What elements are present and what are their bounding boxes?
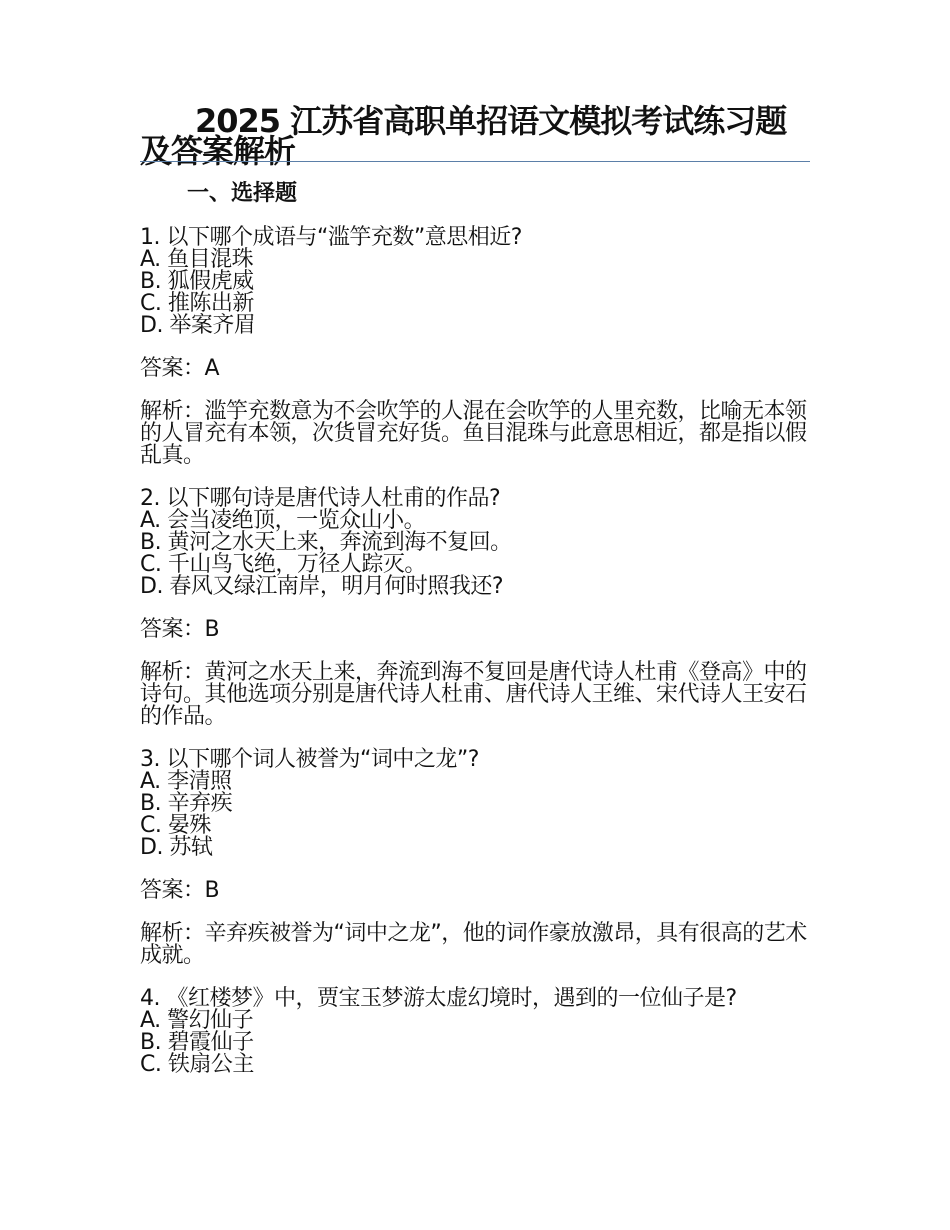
question-1 xyxy=(140,227,812,337)
answer-2: 答案：B xyxy=(140,617,220,642)
answer-3: 答案：B xyxy=(140,878,220,903)
answer-1: 答案：A xyxy=(140,356,220,381)
option-a: A. 鱼目混珠 xyxy=(140,247,254,272)
analysis-3: 解析：辛弃疾被誉为“词中之龙”，他的词作豪放激昂，具有很高的艺术成就。 xyxy=(140,921,807,968)
option-d: D. 春风又绿江南岸，明月何时照我还? xyxy=(140,574,504,599)
option-a: A. 会当凌绝顶，一览众山小。 xyxy=(140,508,426,533)
question-stem: 4. 《红楼梦》中，贾宝玉梦游太虚幻境时，遇到的一位仙子是? xyxy=(140,986,737,1011)
option-a: A. 李清照 xyxy=(140,769,232,794)
analysis-1: 解析：滥竽充数意为不会吹竽的人混在会吹竽的人里充数，比喻无本领的人冒充有本领，次货冒充好货。鱼目混珠与此意思相近，都是指以假乱真。 xyxy=(140,399,807,468)
option-b: B. 辛弃疾 xyxy=(140,791,233,816)
question-stem: 1. 以下哪个成语与“滥竽充数”意思相近? xyxy=(140,225,522,250)
title-divider xyxy=(140,161,810,162)
option-b: B. 黄河之水天上来，奔流到海不复回。 xyxy=(140,530,512,555)
option-b: B. 碧霞仙子 xyxy=(140,1030,254,1055)
section-heading: 一、选择题 xyxy=(187,181,298,206)
option-c: C. 晏殊 xyxy=(140,813,211,838)
question-stem: 2. 以下哪句诗是唐代诗人杜甫的作品? xyxy=(140,486,501,511)
option-b: B. 狐假虎威 xyxy=(140,269,254,294)
option-c: C. 铁扇公主 xyxy=(140,1052,254,1077)
question-3 xyxy=(140,749,812,859)
question-2 xyxy=(140,488,812,598)
option-d: D. 举案齐眉 xyxy=(140,313,256,338)
option-c: C. 千山鸟飞绝，万径人踪灭。 xyxy=(140,552,426,577)
option-c: C. 推陈出新 xyxy=(140,291,254,316)
analysis-2: 解析：黄河之水天上来，奔流到海不复回是唐代诗人杜甫《登高》中的诗句。其他选项分别是唐代诗人杜甫、唐代诗人王维、宋代诗人王安石的作品。 xyxy=(140,660,807,729)
question-4 xyxy=(140,988,812,1076)
option-a: A. 警幻仙子 xyxy=(140,1008,254,1033)
document-title: 2025 江苏省高职单招语文模拟考试练习题及答案解析 xyxy=(140,102,787,170)
option-d: D. 苏轼 xyxy=(140,835,213,860)
question-stem: 3. 以下哪个词人被誉为“词中之龙”? xyxy=(140,747,479,772)
